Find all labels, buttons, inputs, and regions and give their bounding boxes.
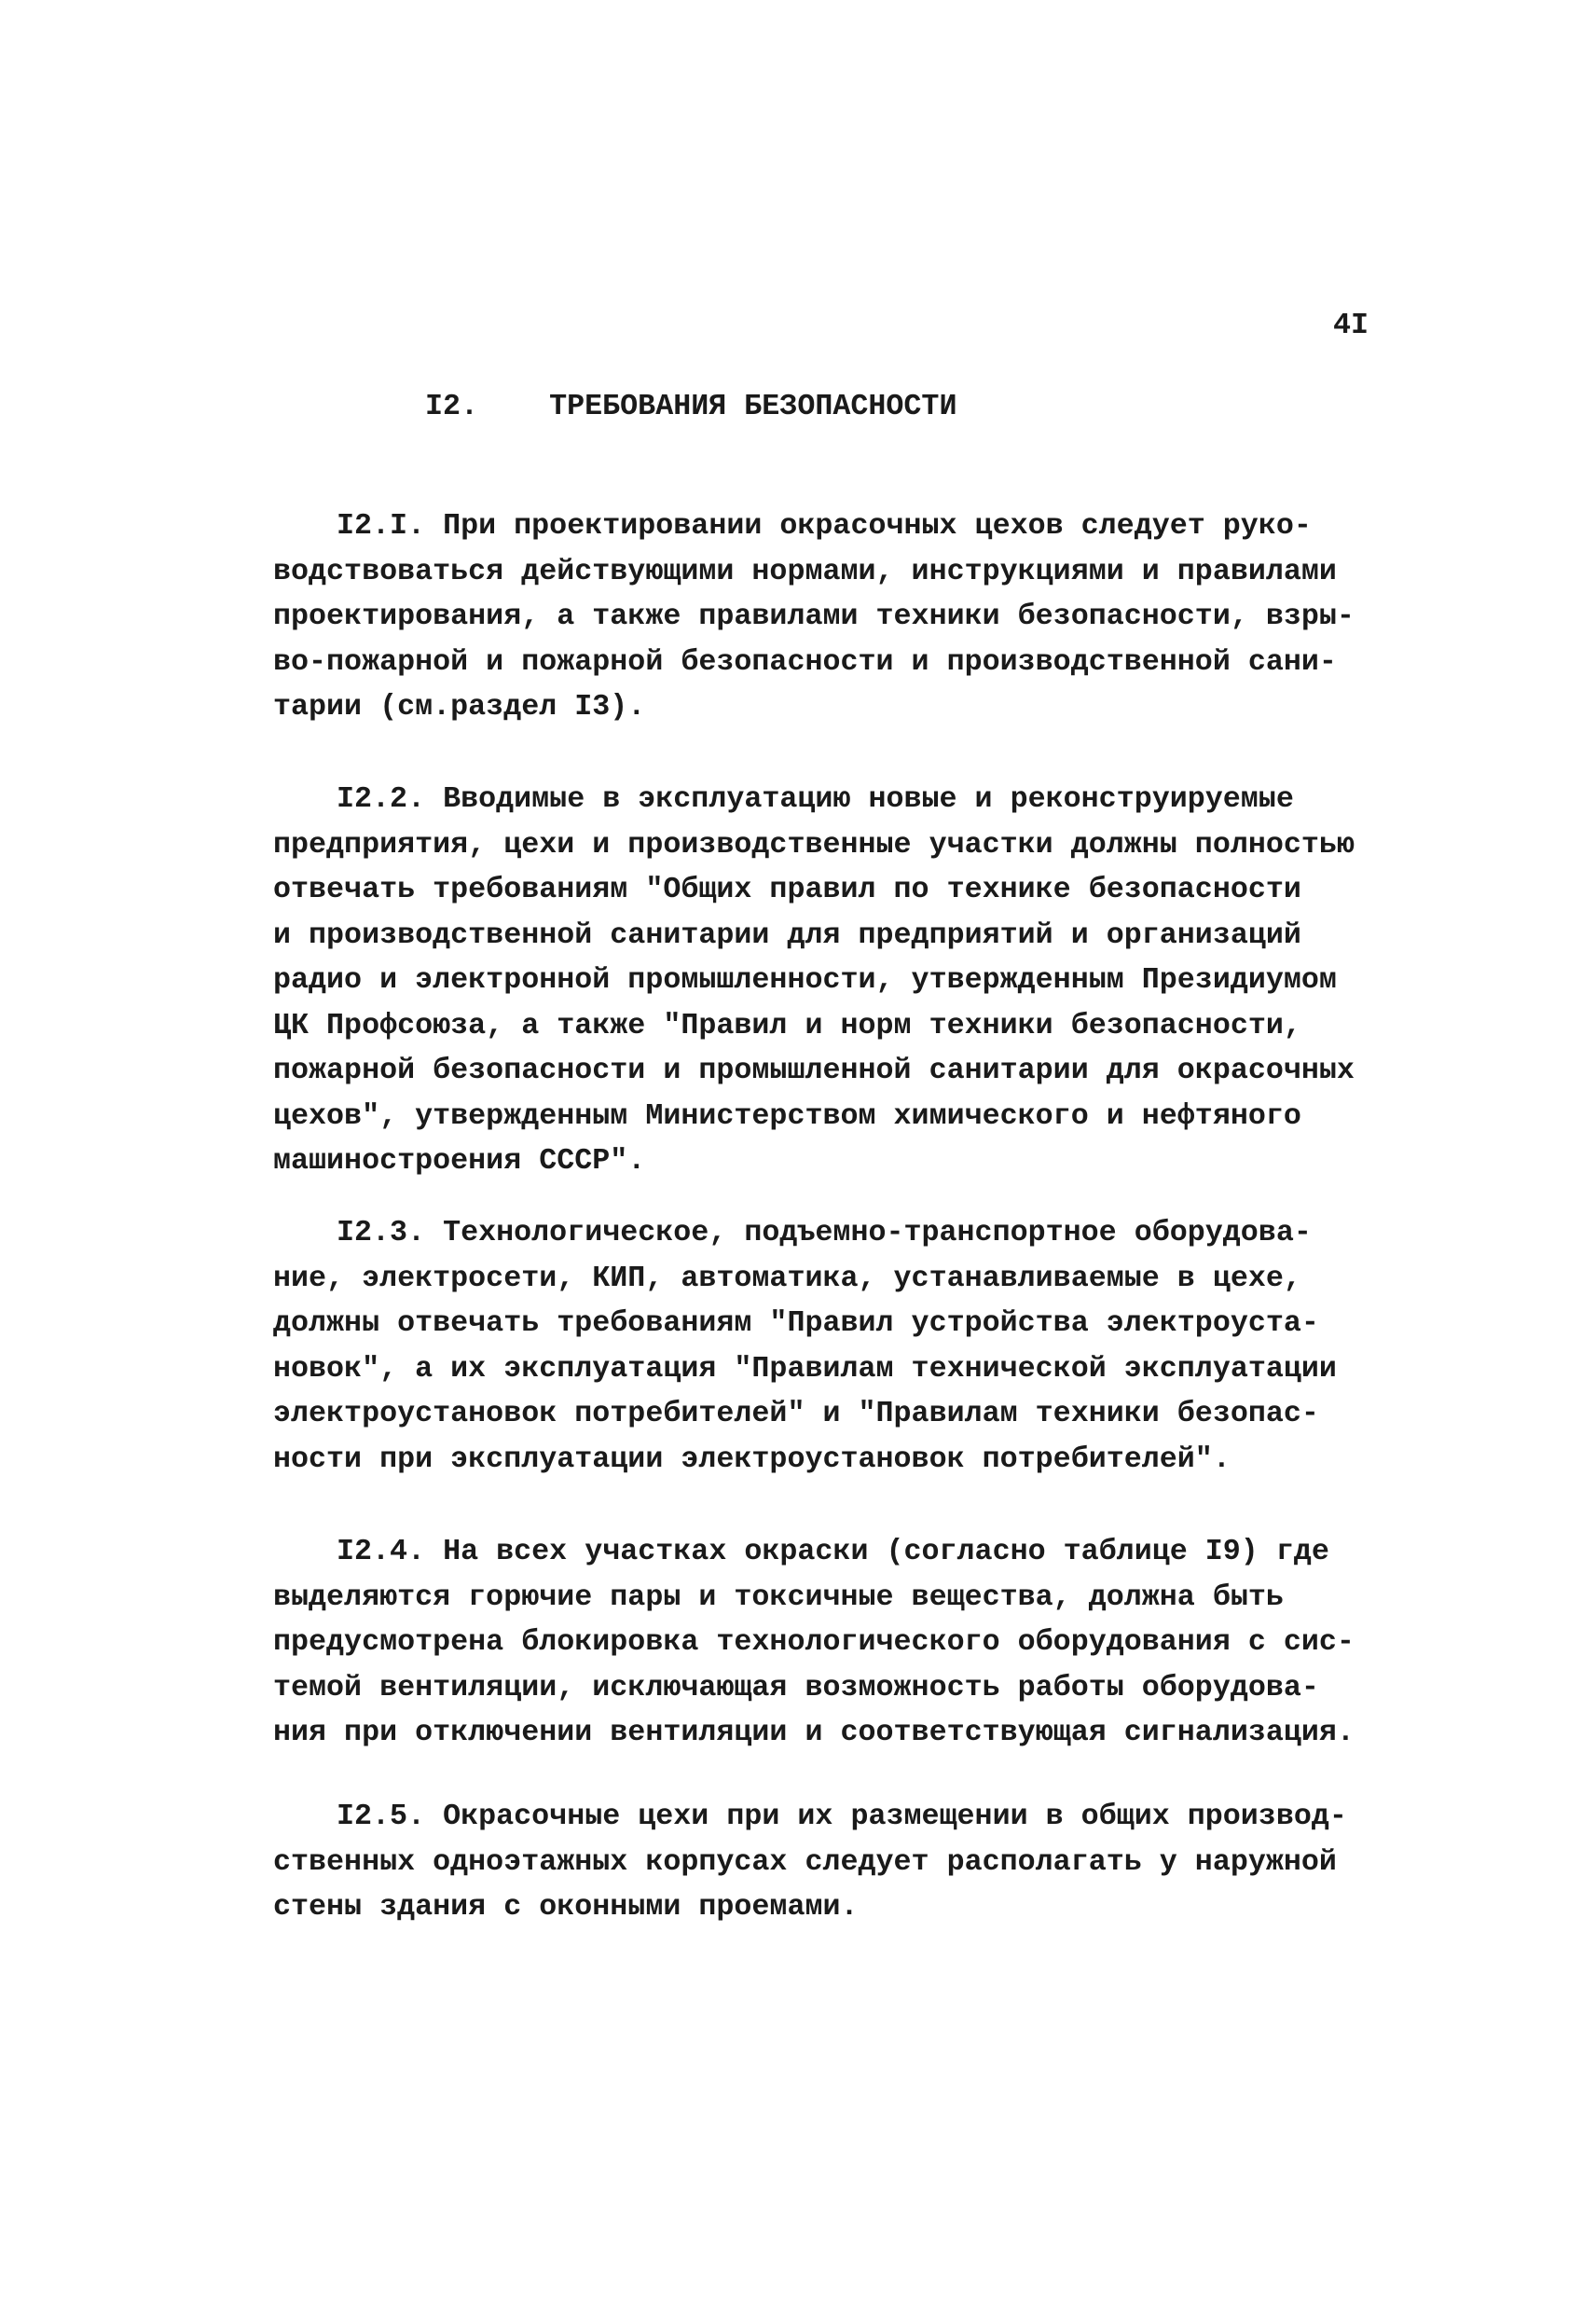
paragraph-line: отвечать требованиям "Общих правил по технике безопасности — [273, 873, 1301, 906]
paragraph-line: темой вентиляции, исключающая возможность работы оборудова- — [273, 1670, 1319, 1704]
paragraph-line: цехов", утвержденным Министерством химического и нефтяного — [273, 1098, 1301, 1133]
paragraph-line: во-пожарной и пожарной безопасности и производственной сани- — [273, 644, 1337, 679]
paragraph-line: I2.4. На всех участках окраски (согласно таблице I9) где — [337, 1535, 1329, 1568]
paragraph-12-2 — [273, 777, 1355, 1184]
paragraph-line: новок", а их эксплуатация "Правилам технической эксплуатации — [273, 1351, 1337, 1386]
paragraph-line: электроустановок потребителей" и "Правилам техники безопас- — [273, 1397, 1319, 1430]
paragraph-line: ЦК Профсоюза, а также "Правил и норм техники безопасности, — [273, 1008, 1301, 1042]
paragraph-line: I2.2. Вводимые в эксплуатацию новые и реконструируемые — [337, 782, 1294, 816]
section-title: ТРЕБОВАНИЯ БЕЗОПАСНОСТИ — [549, 390, 957, 423]
paragraph-line: радио и электронной промышленности, утвержденным Президиумом — [273, 963, 1337, 997]
paragraph-line: должны отвечать требованиям "Правил устройства электроуста- — [273, 1306, 1319, 1340]
section-number: I2. — [425, 390, 479, 423]
page-number: 4I — [1333, 309, 1369, 342]
paragraph-line: стены здания с оконными проемами. — [273, 1890, 859, 1924]
paragraph-12-5 — [273, 1794, 1347, 1930]
paragraph-line: выделяются горючие пары и токсичные вещества, должна быть — [273, 1580, 1284, 1614]
paragraph-line: проектирования, а также правилами техники безопасности, взры- — [273, 600, 1355, 633]
paragraph-12-3 — [273, 1210, 1337, 1482]
section-heading — [425, 384, 956, 430]
paragraph-line: I2.5. Окрасочные цехи при их размещении в общих производ- — [337, 1800, 1347, 1833]
paragraph-line: предусмотрена блокировка технологического оборудования с сис- — [273, 1625, 1355, 1659]
paragraph-12-4 — [273, 1529, 1355, 1756]
paragraph-line: I2.I. При проектировании окрасочных цехов следует руко- — [337, 509, 1312, 543]
paragraph-line: ния при отключении вентиляции и соответствующая сигнализация. — [273, 1716, 1355, 1749]
paragraph-line: машиностроения СССР". — [273, 1144, 646, 1178]
paragraph-line: предприятия, цехи и производственные участки должны полностью — [273, 827, 1355, 862]
paragraph-line: тарии (см.раздел I3). — [273, 690, 646, 724]
paragraph-line: пожарной безопасности и промышленной санитарии для окрасочных — [273, 1054, 1355, 1087]
paragraph-line: водствоваться действующими нормами, инструкциями и правилами — [273, 554, 1337, 588]
paragraph-line: и производственной санитарии для предприятий и организаций — [273, 918, 1301, 952]
paragraph-line: I2.3. Технологическое, подъемно-транспортное оборудова- — [337, 1216, 1312, 1249]
paragraph-line: ности при эксплуатации электроустановок потребителей". — [273, 1442, 1231, 1476]
paragraph-line: ние, электросети, КИП, автоматика, устанавливаемые в цехе, — [273, 1261, 1301, 1295]
paragraph-12-1 — [273, 504, 1355, 730]
paragraph-line: ственных одноэтажных корпусах следует располагать у наружной — [273, 1844, 1337, 1879]
